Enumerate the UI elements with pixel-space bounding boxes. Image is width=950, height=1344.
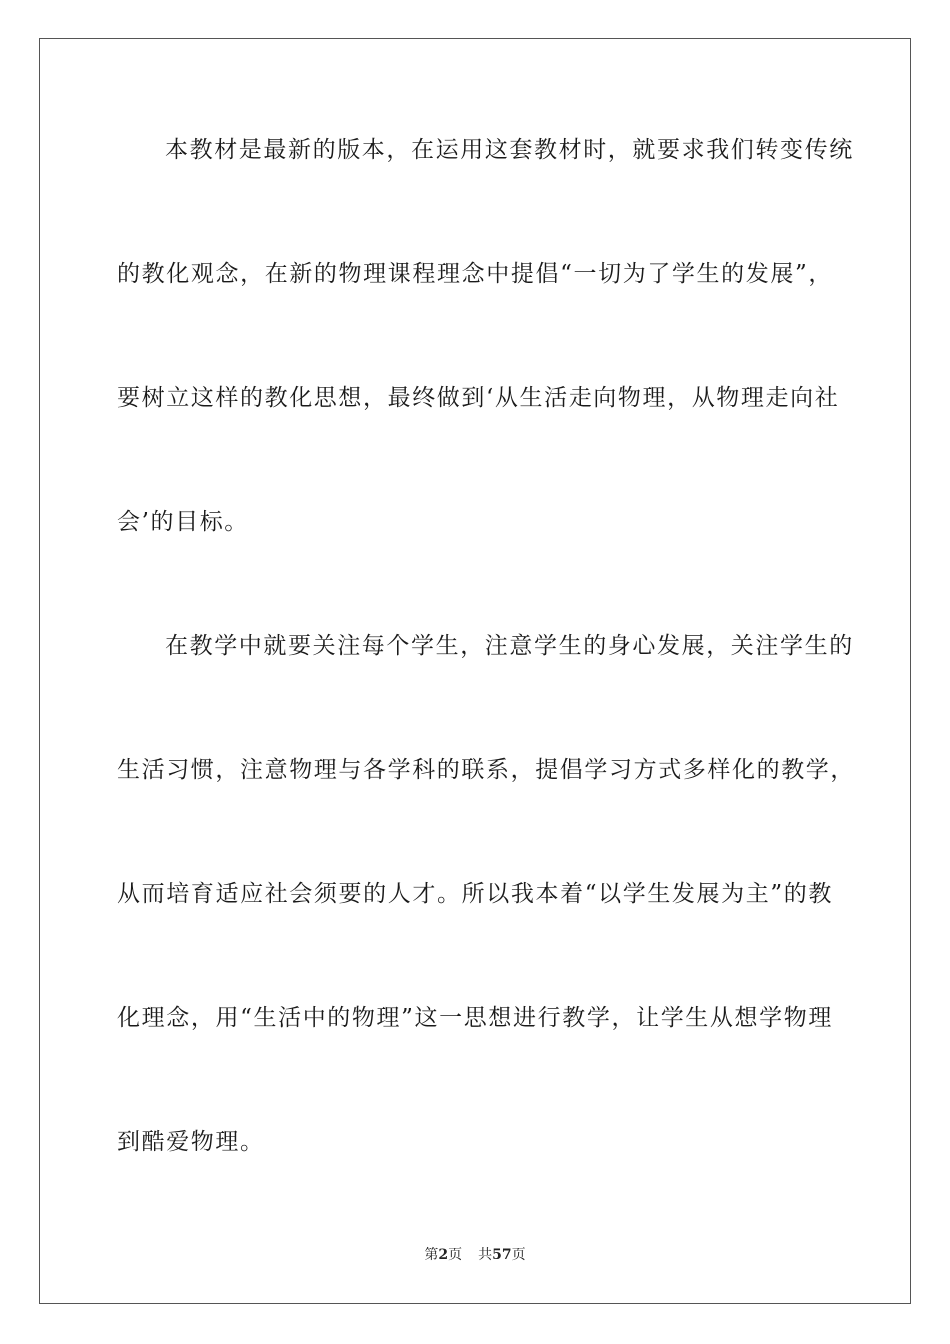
total-suffix: 页: [511, 1247, 526, 1263]
paragraph-2-line-3: 从而培育适应社会须要的人才。所以我本着“以学生发展为主”的教: [117, 881, 833, 907]
paragraph-2-line-4: 化理念，用“生活中的物理”这一思想进行教学，让学生从想学物理: [117, 1005, 833, 1031]
document-body: [117, 126, 855, 1242]
total-pages: 57: [492, 1247, 512, 1263]
page-prefix: 第: [424, 1247, 439, 1263]
page-number: 2: [438, 1247, 449, 1263]
paragraph-2-line-5: 到酷爱物理。: [117, 1129, 265, 1155]
paragraph-2-line-2: 生活习惯，注意物理与各学科的联系，提倡学习方式多样化的教学，: [117, 757, 855, 783]
paragraph-1-line-4: 会’的目标。: [117, 509, 249, 535]
total-prefix: 共: [478, 1247, 493, 1263]
paragraph-2-line-1: 在教学中就要关注每个学生，注意学生的身心发展，关注学生的: [165, 633, 854, 659]
page-suffix: 页: [448, 1247, 463, 1263]
page-footer: [0, 1245, 950, 1265]
paragraph-1-line-1: 本教材是最新的版本，在运用这套教材时，就要求我们转变传统: [165, 137, 854, 163]
paragraph-1-line-3: 要树立这样的教化思想，最终做到‘从生活走向物理，从物理走向社: [117, 385, 840, 411]
paragraph-1-line-2: 的教化观念，在新的物理课程理念中提倡“一切为了学生的发展”，: [117, 261, 833, 287]
